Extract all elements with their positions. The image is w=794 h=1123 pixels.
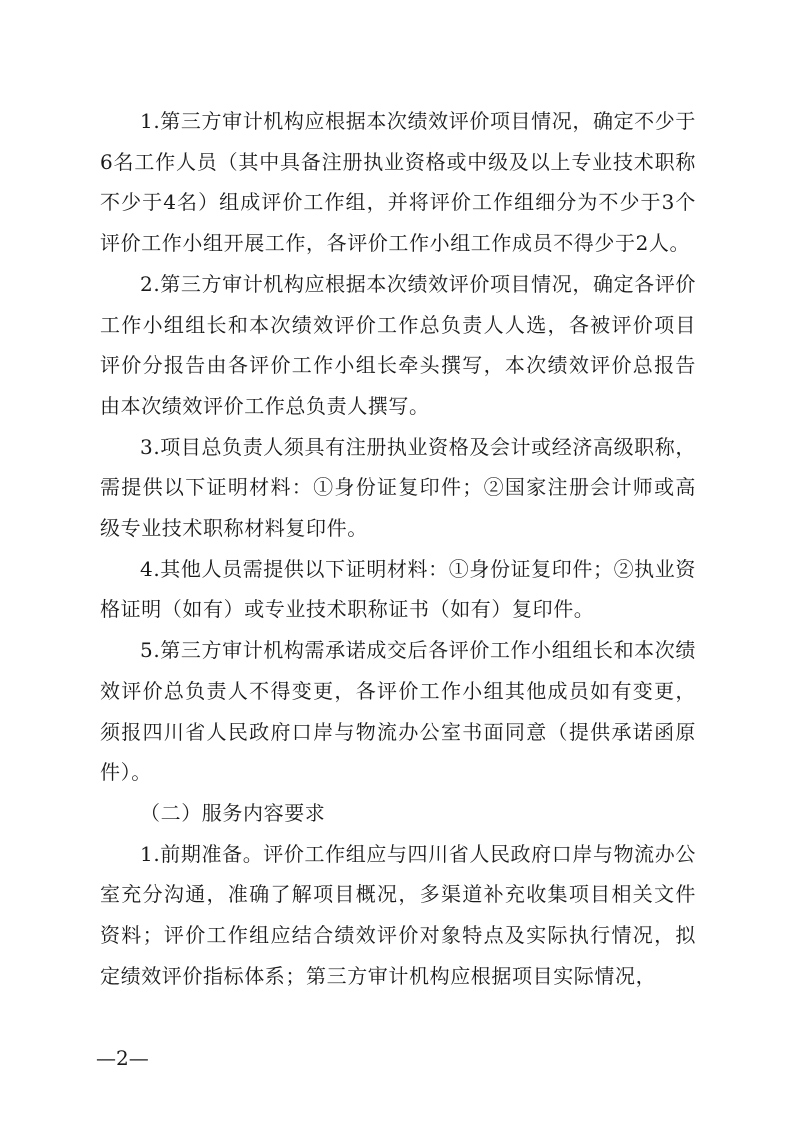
- paragraph-other-staff-materials: 4.其他人员需提供以下证明材料：①身份证复印件；②执业资格证明（如有）或专业技术职称证书（如有）复印件。: [100, 556, 696, 622]
- page-number: —2—: [96, 1046, 149, 1070]
- paragraph-preparation: 1.前期准备。评价工作组应与四川省人民政府口岸与物流办公室充分沟通，准确了解项目概况，多渠道补充收集项目相关文件资料；评价工作组应结合绩效评价对象特点及实际执行情况，拟定绩效评价指标体系；第三方审计机构应根据项目实际情况，: [100, 841, 696, 988]
- document-body: [100, 101, 696, 996]
- section-heading-service-content: （二）服务内容要求: [140, 800, 326, 825]
- paragraph-team-leaders: 2.第三方审计机构应根据本次绩效评价项目情况，确定各评价工作小组组长和本次绩效评价工作总负责人人选，各被评价项目评价分报告由各评价工作小组长牵头撰写，本次绩效评价总报告由本次绩效评价工作总负责人撰写。: [100, 271, 696, 418]
- paragraph-team-size: 1.第三方审计机构应根据本次绩效评价项目情况，确定不少于6名工作人员（其中具备注册执业资格或中级及以上专业技术职称不少于4名）组成评价工作组，并将评价工作组细分为不少于3个评价工作小组开展工作，各评价工作小组工作成员不得少于2人。: [100, 109, 696, 256]
- paragraph-project-lead-qualifications: 3.项目总负责人须具有注册执业资格及会计或经济高级职称，需提供以下证明材料：①身份证复印件；②国家注册会计师或高级专业技术职称材料复印件。: [100, 434, 696, 541]
- paragraph-personnel-change-commitment: 5.第三方审计机构需承诺成交后各评价工作小组组长和本次绩效评价总负责人不得变更，各评价工作小组其他成员如有变更，须报四川省人民政府口岸与物流办公室书面同意（提供承诺函原件）。: [100, 638, 696, 785]
